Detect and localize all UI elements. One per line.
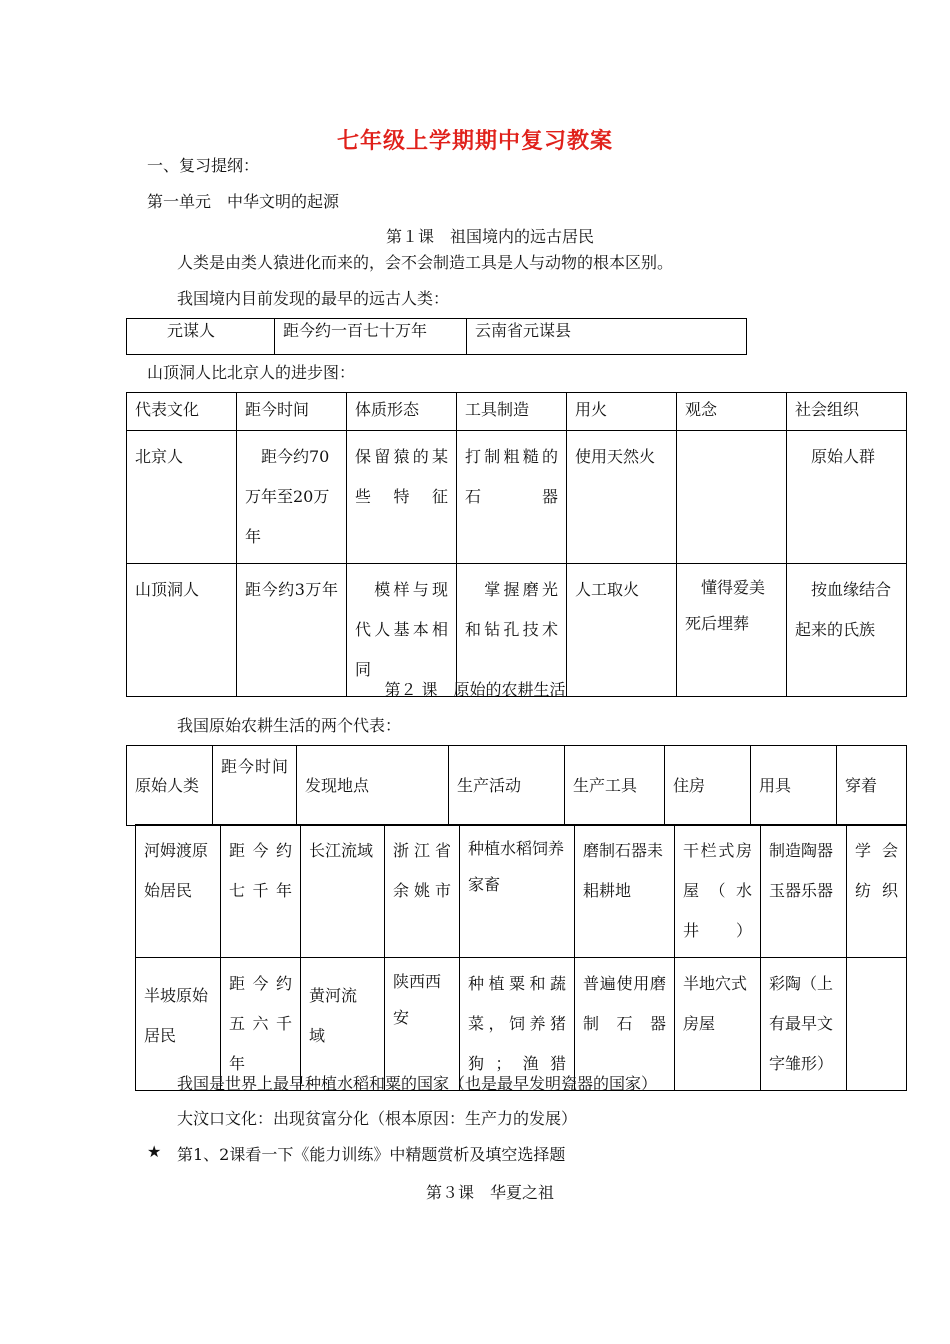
table-cell: 距今约五六千年 [221, 958, 301, 1091]
table-header: 距今时间 [213, 746, 297, 826]
unit-heading: 第一单元 中华文明的起源 [147, 192, 340, 211]
table-header: 生产工具 [565, 746, 665, 826]
table-cell: 陕西西安 [385, 958, 460, 1091]
table-header: 生产活动 [449, 746, 565, 826]
lesson1-heading: 第１课 祖国境内的远古居民 [385, 227, 594, 246]
table-header: 住房 [665, 746, 751, 826]
table-cell: 彩陶（上有最早文字雏形） [761, 958, 847, 1091]
lesson1-paragraph: 山顶洞人比北京人的进步图： [147, 363, 356, 382]
table-cell: 打制粗糙的石器 [457, 431, 567, 564]
table-header: 观念 [677, 393, 787, 431]
lesson2-paragraph: 我国原始农耕生活的两个代表： [177, 716, 402, 735]
table-header: 体质形态 [347, 393, 457, 431]
table-cell: 掌握磨光和钻孔技术 [457, 564, 567, 697]
table-cell [847, 958, 907, 1091]
farming-header-table [126, 745, 907, 826]
table-cell: 河姆渡原始居民 [136, 825, 221, 958]
table-cell: 浙江省余姚市 [385, 825, 460, 958]
table-cell: 按血缘结合起来的氏族 [787, 564, 907, 697]
lesson2-note: 第1、2课看一下《能力训练》中精题赏析及填空选择题 [177, 1145, 566, 1164]
table-header: 距今时间 [237, 393, 347, 431]
table-cell: 距今约一百七十万年 [275, 319, 467, 355]
table-cell: 干栏式房屋（水井） [675, 825, 761, 958]
outline-heading: 一、复习提纲： [147, 156, 260, 175]
table-cell: 距今约3万年 [237, 564, 347, 697]
table-cell: 学会纺织 [847, 825, 907, 958]
table-cell: 长江流域 [301, 825, 385, 958]
lesson3-heading: 第３课 华夏之祖 [425, 1183, 554, 1202]
table-cell: 距今约七千年 [221, 825, 301, 958]
table-cell: 云南省元谋县 [467, 319, 747, 355]
table-cell: 半坡原始居民 [136, 958, 221, 1091]
table-cell [677, 431, 787, 564]
table-header: 社会组织 [787, 393, 907, 431]
star-icon: ★ [147, 1142, 162, 1161]
lesson2-paragraph: 大汶口文化：出现贫富分化（根本原因：生产力的发展） [177, 1109, 578, 1128]
lesson2-heading: 第２ 课 原始的农耕生活 [384, 680, 566, 699]
yuanmou-table [126, 318, 747, 355]
table-row [136, 825, 907, 958]
farming-table [135, 824, 907, 1091]
table-cell: 懂得爱美死后埋葬 [677, 564, 787, 697]
table-cell: 磨制石器耒耜耕地 [575, 825, 675, 958]
table-header: 代表文化 [127, 393, 237, 431]
table-header: 穿着 [837, 746, 907, 826]
table-header: 发现地点 [297, 746, 449, 826]
table-cell: 北京人 [127, 431, 237, 564]
table-cell-line: 域 [309, 1026, 326, 1045]
table-cell: 山顶洞人 [127, 564, 237, 697]
table-cell: 普遍使用磨制石器 [575, 958, 675, 1091]
table-cell: 使用天然火 [567, 431, 677, 564]
progress-table [126, 392, 907, 697]
table-cell: 半地穴式房屋 [675, 958, 761, 1091]
lesson1-paragraph: 我国境内目前发现的最早的远古人类： [177, 289, 450, 308]
table-row [127, 431, 907, 564]
table-cell-line: 黄河流 [309, 986, 358, 1005]
table-header: 工具制造 [457, 393, 567, 431]
table-header: 原始人类 [127, 746, 213, 826]
lesson1-paragraph: 人类是由类人猿进化而来的，会不会制造工具是人与动物的根本区别。 [177, 253, 674, 272]
lesson2-paragraph: 我国是世界上最早种植水稻和粟的国家（也是最早发明瓷器的国家） [177, 1074, 658, 1093]
table-cell: 原始人群 [787, 431, 907, 564]
table-header: 用具 [751, 746, 837, 826]
page-title: 七年级上学期期中复习教案 [336, 128, 613, 154]
table-header: 用火 [567, 393, 677, 431]
table-cell: 种植粟和蔬菜，饲养猪狗；渔猎 [460, 958, 575, 1091]
table-cell: 距今约70万年至20万年 [237, 431, 347, 564]
table-cell: 元谋人 [127, 319, 275, 355]
table-cell: 制造陶器玉器乐器 [761, 825, 847, 958]
table-cell: 模样与现代人基本相同 [347, 564, 457, 697]
table-cell: 保留猿的某些特征 [347, 431, 457, 564]
table-cell: 人工取火 [567, 564, 677, 697]
table-cell: 种植水稻饲养家畜 [460, 825, 575, 958]
